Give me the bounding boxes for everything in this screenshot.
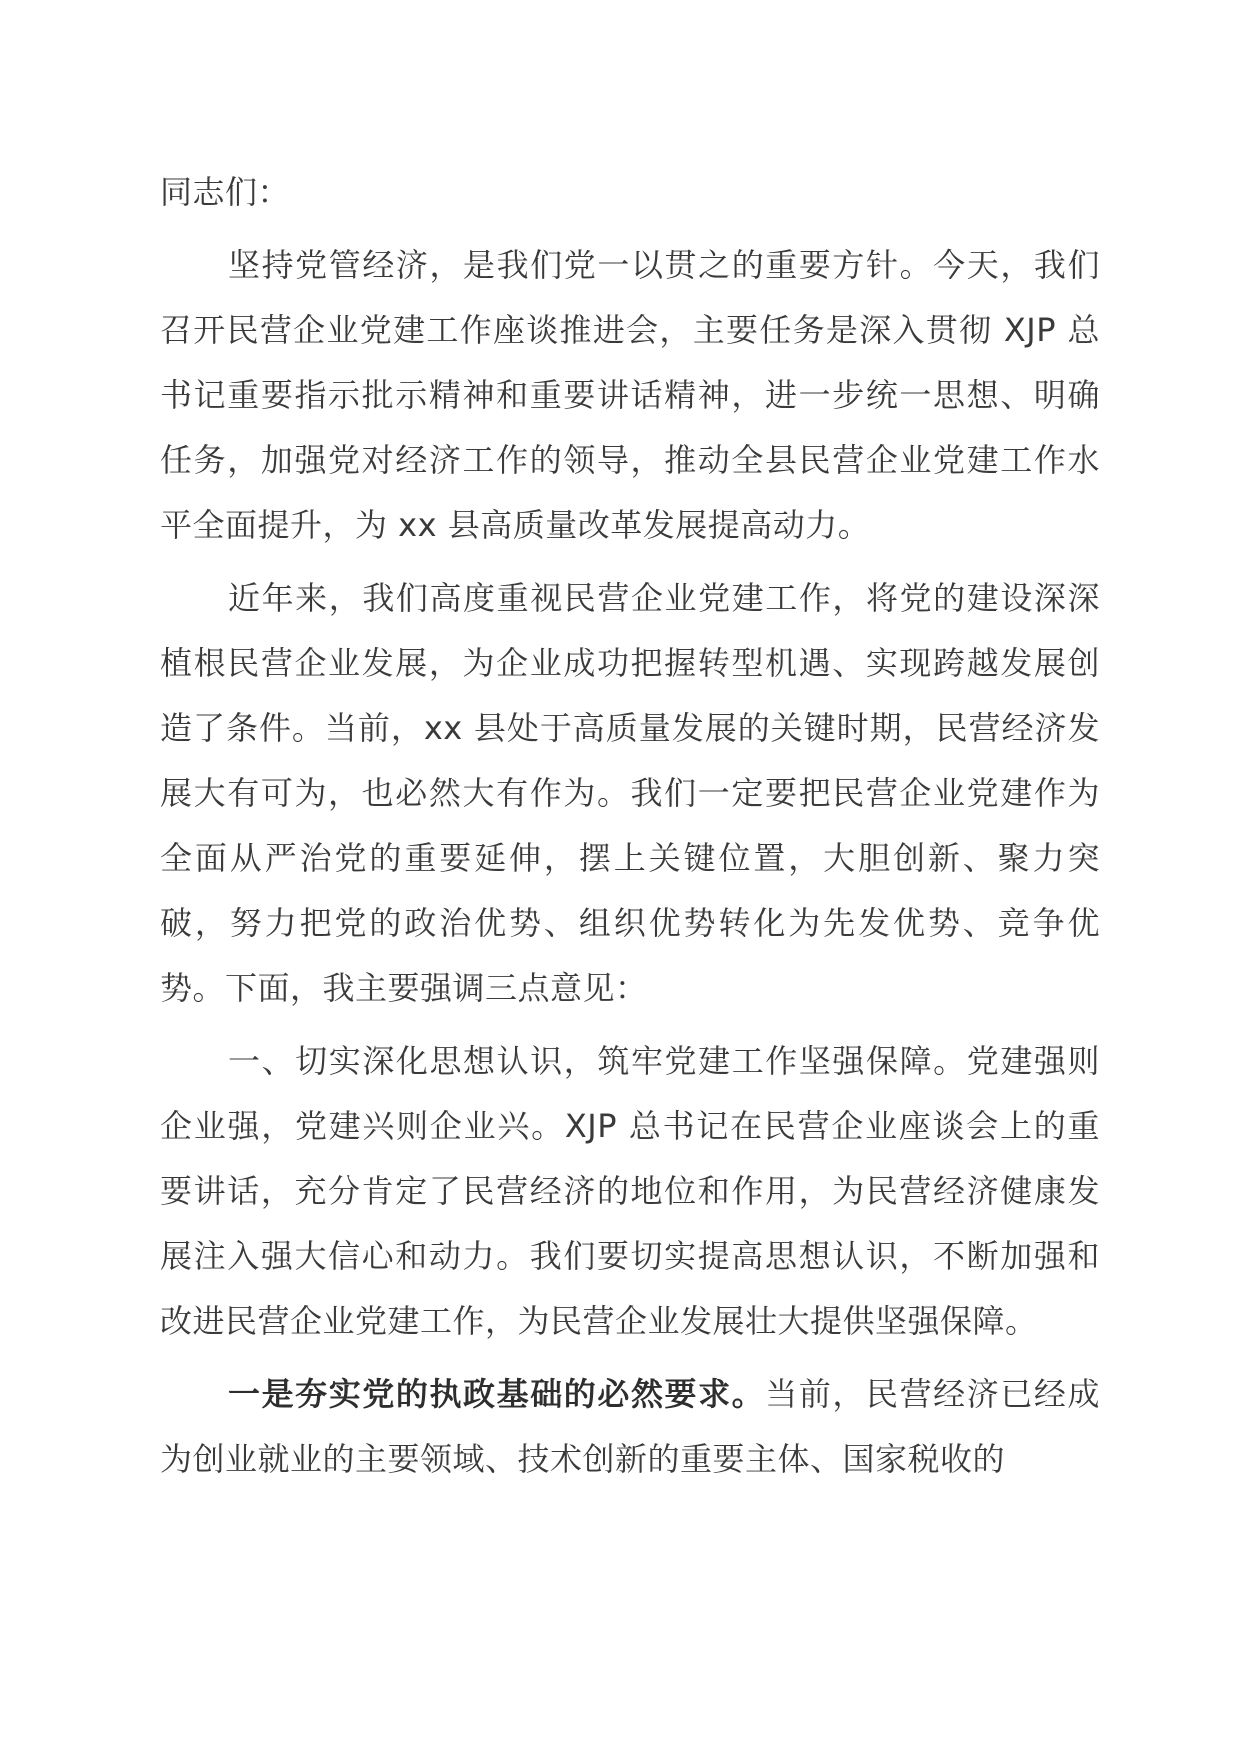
salutation: 同志们： bbox=[160, 173, 291, 211]
point-one-lead: 一是夯实党的执政基础的必然要求。 bbox=[228, 1375, 766, 1413]
document-body bbox=[160, 160, 1100, 1500]
point-one-text: 当前，民营经济已经成为创业就业的主要领域、技术创新的重要主体、国家税收的 bbox=[160, 1375, 1100, 1478]
paragraph-section-one: 一、切实深化思想认识，筑牢党建工作坚强保障。党建强则企业强，党建兴则企业兴。XJP 总书记在民营企业座谈会上的重要讲话，充分肯定了民营经济的地位和作用，为民营经济健康发展注入强大信心和动力。我们要切实提高思想认识，不断加强和改进民营企业党建工作，为民营企业发展壮大提供坚强保障。 bbox=[160, 1042, 1100, 1340]
paragraph-background: 近年来，我们高度重视民营企业党建工作，将党的建设深深植根民营企业发展，为企业成功把握转型机遇、实现跨越发展创造了条件。当前，xx 县处于高质量发展的关键时期，民营经济发展大有可为，也必然大有作为。我们一定要把民营企业党建作为全面从严治党的重要延伸，摆上关键位置，大胆创新、聚力突破，努力把党的政治优势、组织优势转化为先发优势、竞争优势。下面，我主要强调三点意见： bbox=[160, 579, 1100, 1007]
paragraph-point-one bbox=[160, 1362, 1100, 1492]
paragraph-opening: 坚持党管经济，是我们党一以贯之的重要方针。今天，我们召开民营企业党建工作座谈推进会，主要任务是深入贯彻 XJP 总书记重要指示批示精神和重要讲话精神，进一步统一思想、明确任务，加强党对经济工作的领导，推动全县民营企业党建工作水平全面提升，为 xx 县高质量改革发展提高动力。 bbox=[160, 246, 1100, 544]
